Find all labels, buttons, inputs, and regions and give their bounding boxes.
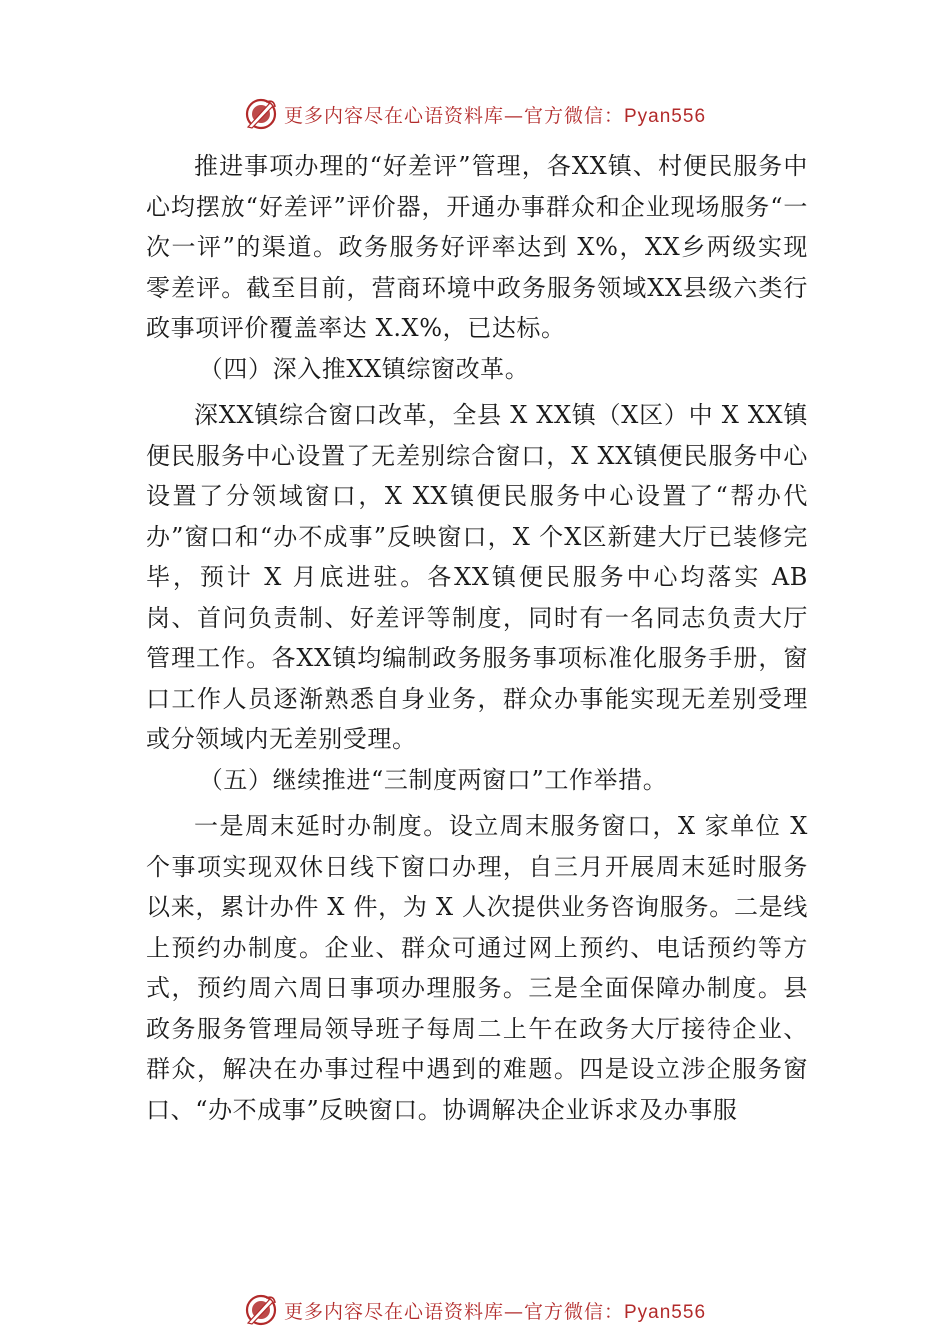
banner-wechat-label: 官方微信：: [523, 104, 624, 127]
banner-wechat-id: Pyan556: [624, 1301, 707, 1323]
banner-wechat-id: Pyan556: [624, 105, 707, 127]
banner-text: [284, 101, 706, 128]
quill-seal-icon: [244, 97, 278, 131]
banner-text: [284, 1297, 706, 1324]
header-banner: [0, 94, 950, 134]
paragraph-good-bad-review: 推进事项办理的“好差评”管理，各XX镇、村便民服务中心均摆放“好差评”评价器，开通办事群众和企业现场服务“一次一评”的渠道。政务服务好评率达到 X%，XX乡两级实现零差评。截至目前，营商环境中政务服务领域XX县级六类行政事项评价覆盖率达 X.X%，已达标。: [146, 152, 808, 342]
banner-main-text: 更多内容尽在心语资料库: [283, 1300, 504, 1323]
banner-dash: —: [503, 1300, 524, 1323]
quill-seal-icon: [244, 1293, 278, 1327]
section-heading-5: （五）继续推进“三制度两窗口”工作举措。: [198, 765, 668, 794]
document-body: [146, 146, 808, 1130]
section-heading-4: （四）深入推XX镇综窗改革。: [198, 354, 530, 383]
banner-dash: —: [503, 104, 524, 127]
paragraph-three-systems: 一是周末延时办制度。设立周末服务窗口，X 家单位 X 个事项实现双休日线下窗口办理，自三月开展周末延时服务以来，累计办件 X 件，为 X 人次提供业务咨询服务。二是线上预约办制度。企业、群众可通过网上预约、电话预约等方式，预约周六周日事项办理服务。三是全面保障办制度。县政务服务管理局领导班子每周二上午在政务大厅接待企业、群众，解决在办事过程中遇到的难题。四是设立涉企服务窗口、“办不成事”反映窗口。协调解决企业诉求及办事服: [146, 812, 808, 1124]
footer-banner: [0, 1290, 950, 1330]
paragraph-window-reform: 深XX镇综合窗口改革，全县 X XX镇（X区）中 X XX镇便民服务中心设置了无差别综合窗口，X XX镇便民服务中心设置了分领域窗口，X XX镇便民服务中心设置了“帮办代办”窗口和“办不成事”反映窗口，X 个X区新建大厅已装修完毕，预计 X 月底进驻。各XX镇便民服务中心均落实 AB 岗、首问负责制、好差评等制度，同时有一名同志负责大厅管理工作。各XX镇均编制政务服务事项标准化服务手册，窗口工作人员逐渐熟悉自身业务，群众办事能实现无差别受理或分领域内无差别受理。: [146, 401, 808, 753]
banner-main-text: 更多内容尽在心语资料库: [283, 104, 504, 127]
banner-wechat-label: 官方微信：: [523, 1300, 624, 1323]
